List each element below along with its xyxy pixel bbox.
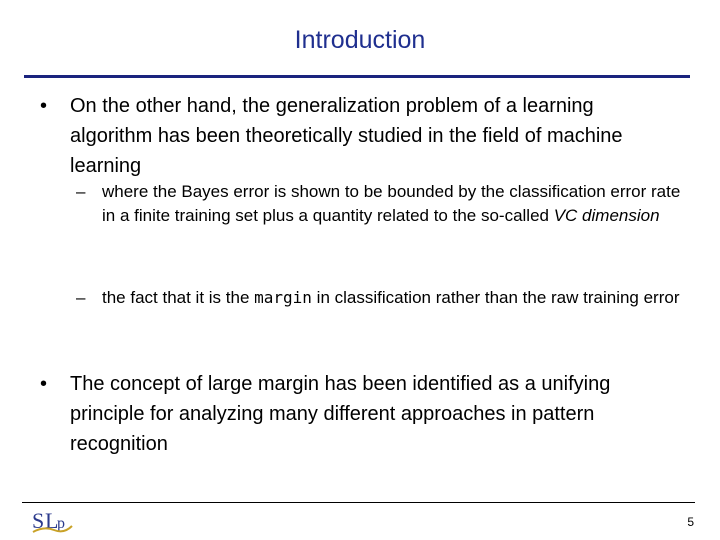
bullet-text: The concept of large margin has been identified as a unifying principle for analyzing many different approaches in pattern recognition [70,373,611,455]
bullet-large-margin [40,369,680,459]
title-divider [24,75,690,78]
sub-bullet-marker: – [76,182,86,201]
sub-bullet-marker: – [76,288,86,307]
footer-divider [22,502,695,503]
sub-bullet-margin [76,286,692,310]
bullet-text: On the other hand, the generalization problem of a learning algorithm has been theoretically studied in the field of machine learning [70,95,623,177]
sub-bullet-text-cont: in classification rather than the raw training error [311,288,680,307]
svg-text:S: S [32,508,45,533]
vc-dimension-term: VC dimension [553,206,660,225]
bullet-marker: • [40,95,48,117]
svg-text:L: L [45,508,59,533]
svg-text:p: p [57,515,65,532]
margin-term: margin [254,288,312,307]
sub-bullet-text: the fact that it is the [102,288,255,307]
slp-logo-icon [30,506,74,536]
bullet-marker: • [40,373,48,395]
sub-bullet-text: where the Bayes error is shown to be bounded by the classification error rate in a finite training set plus a quantity related to the so-called [102,182,681,225]
bullet-generalization [40,91,680,181]
page-number: 5 [687,515,694,529]
slide-title: Introduction [294,26,426,54]
sub-bullet-bayes-error [76,180,692,228]
